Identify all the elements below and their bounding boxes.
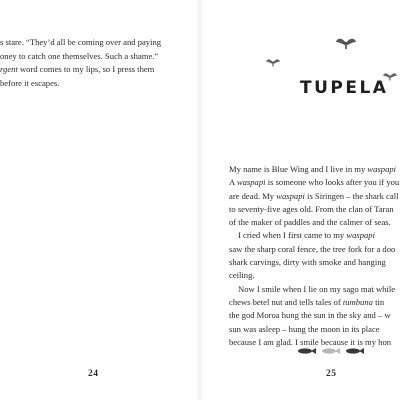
text-line: [229, 323, 400, 336]
text-line: [229, 229, 400, 242]
text-run: because I am glad. I smile because it is my hon: [229, 336, 392, 347]
text-run: ceiling.: [229, 270, 255, 281]
text-run: I cried when I first came to my: [238, 230, 347, 241]
text-line: [0, 36, 180, 50]
text-run: to seventy-five ages old. From the clan of Taran: [229, 203, 394, 214]
right-page-text: [229, 163, 400, 349]
italic-word: tumbuna: [342, 296, 373, 307]
text-run: word comes to my lips, so I press them: [17, 64, 155, 74]
italic-word: waspapi: [367, 164, 397, 174]
text-run: are dead. My: [229, 190, 277, 201]
right-page-number: 25: [326, 369, 337, 379]
text-line: [229, 256, 400, 269]
text-run: saw the sharp coral fence, the tree fork for a doo: [229, 243, 396, 254]
text-run: the god Moroa hung the sun in the sky and – w: [229, 310, 391, 321]
text-line: [229, 283, 400, 296]
moth-icon: [266, 58, 280, 68]
text-line: [229, 296, 400, 309]
text-run: Now I smile when I lie on my sago mat while: [238, 283, 396, 294]
text-line: [229, 243, 400, 256]
fish-icon: [346, 348, 364, 354]
text-line: [229, 190, 400, 203]
text-run: oney to catch one themselves. Such a shame.”: [0, 50, 159, 61]
text-run: is Siringen – the shark call: [304, 190, 399, 201]
left-page-number: 24: [88, 369, 99, 379]
text-run: before it escapes.: [0, 77, 60, 88]
italic-word: rgent: [0, 64, 18, 74]
text-run: is someone who looks after you if you: [265, 177, 400, 188]
italic-word: waspapi: [276, 190, 305, 201]
text-line: [229, 216, 400, 229]
text-run: shark carvings, dirty with smoke and hanging: [229, 257, 386, 268]
text-line: [229, 203, 400, 216]
text-run: My name is Blue Wing and I live in my: [229, 164, 368, 174]
left-page-text: [0, 36, 180, 90]
text-line: [0, 77, 180, 91]
text-line: [0, 63, 180, 77]
italic-word: waspapi: [346, 230, 375, 241]
text-line: [0, 50, 180, 64]
text-line: [229, 163, 400, 176]
italic-word: waspapi: [236, 177, 266, 188]
fish-icon: [298, 348, 316, 354]
moth-icon: [336, 37, 356, 51]
text-run: A: [229, 177, 237, 188]
text-run: sun was asleep – hung the moon in its place: [229, 323, 380, 334]
text-run: tin: [372, 296, 385, 307]
text-run: s stare. “They’d all be coming over and paying: [0, 37, 162, 47]
text-run: chews betel nut and tells tales of: [229, 296, 343, 307]
text-line: [229, 176, 400, 189]
page-gutter: [196, 0, 206, 400]
text-line: [229, 269, 400, 282]
text-line: [229, 309, 400, 322]
text-run: of the maker of paddles and the calmer of seas.: [229, 217, 391, 228]
fish-ornament-icon: [296, 345, 371, 357]
chapter-title: TUPELA: [300, 78, 389, 98]
fish-icon: [322, 348, 340, 354]
